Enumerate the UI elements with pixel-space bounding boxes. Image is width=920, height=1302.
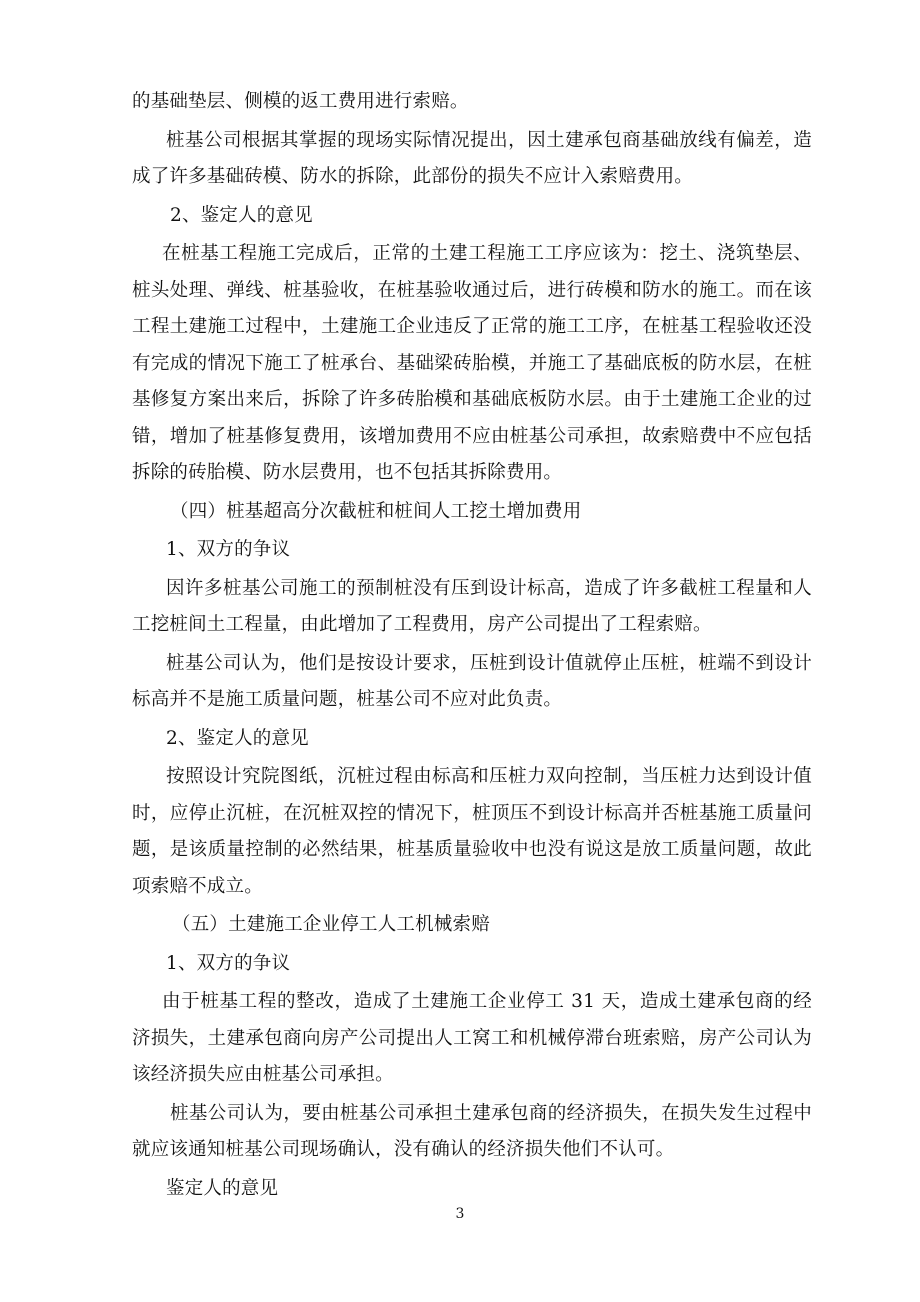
paragraph-appraiser-opinion: 在桩基工程施工完成后，正常的土建工程施工工序应该为：挖土、浇筑垫层、桩头处理、弹线、桩基验收，在桩基验收通过后，进行砖模和防水的施工。而在该工程土建施工过程中，土建施工企业违反了正常的施工工序，在桩基工程验收还没有完成的情况下施工了桩承台、基础梁砖胎模，并施工了基础底板的防水层，在桩基修复方案出来后，拆除了许多砖胎模和基础底板防水层。由于土建施工企业的过错，增加了桩基修复费用，该增加费用不应由桩基公司承担，故索赔费中不应包括拆除的砖胎模、防水层费用，也不包括其拆除费用。 (132, 243, 812, 483)
section-heading-4: （四）桩基超高分次截桩和桩间人工挖土增加费用 (170, 500, 582, 522)
paragraph-continuation: 的基础垫层、侧模的返工费用进行索赔。 (132, 91, 469, 112)
subheading-dispute-2: 1、双方的争议 (166, 952, 291, 974)
subheading-dispute: 1、双方的争议 (166, 539, 291, 560)
paragraph-dispute-precast-pile: 因许多桩基公司施工的预制桩没有压到设计标高，造成了许多截桩工程量和人工挖桩间土工程量，由此增加了工程费用，房产公司提出了工程索赔。 (132, 577, 812, 635)
document-body (132, 84, 812, 1207)
paragraph-appraiser-opinion-2: 按照设计究院图纸，沉桩过程由标高和压桩力双向控制，当压桩力达到设计值时，应停止沉桩，在沉桩双控的情况下，桩顶压不到设计标高并否桩基施工质量问题，是该质量控制的必然结果，桩基质量验收中也没有说这是放工质量问题，故此项索赔不成立。 (132, 766, 812, 897)
section-heading-5: （五）土建施工企业停工人工机械索赔 (172, 914, 490, 935)
paragraph-pile-company-claim: 桩基公司根据其掌握的现场实际情况提出，因土建承包商基础放线有偏差，造成了许多基础砖模、防水的拆除，此部份的损失不应计入索赔费用。 (132, 129, 812, 187)
subheading-appraiser-opinion: 2、鉴定人的意见 (170, 204, 313, 226)
subheading-appraiser-opinion-3: 鉴定人的意见 (166, 1177, 279, 1199)
paragraph-stoppage-claim: 由于桩基工程的整改，造成了土建施工企业停工 31 天，造成土建承包商的经济损失，土建承包商向房产公司提出人工窝工和机械停滞台班索赔，房产公司认为该经济损失应由桩基公司承担。 (132, 991, 812, 1085)
paragraph-pile-company-view: 桩基公司认为，他们是按设计要求，压桩到设计值就停止压桩，桩端不到设计标高并不是施工质量问题，桩基公司不应对此负责。 (132, 652, 812, 710)
paragraph-pile-company-view-2: 桩基公司认为，要由桩基公司承担土建承包商的经济损失，在损失发生过程中就应该通知桩基公司现场确认，没有确认的经济损失他们不认可。 (132, 1102, 812, 1160)
page-number: 3 (455, 1206, 465, 1222)
subheading-appraiser-opinion-2: 2、鉴定人的意见 (166, 727, 309, 749)
